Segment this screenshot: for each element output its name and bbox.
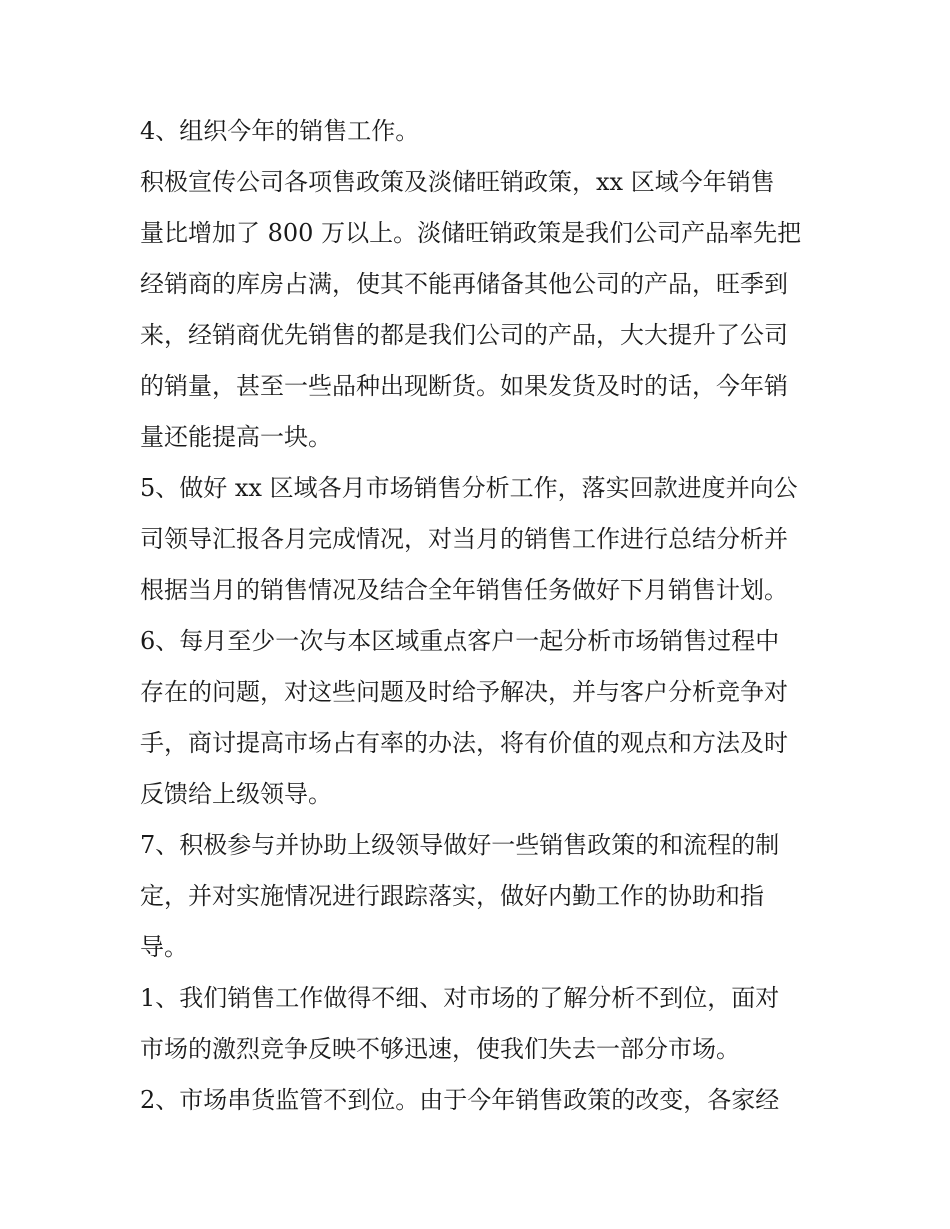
text-line-2: 积极宣传公司各项售政策及淡储旺销政策，xx 区域今年销售 [140,168,775,196]
text-line-19: 市场的激烈竞争反映不够迅速，使我们失去一部分市场。 [140,1035,740,1063]
text-line-17: 导。 [140,933,188,961]
text-line-7: 量还能提高一块。 [140,423,332,451]
text-line-4: 经销商的库房占满，使其不能再储备其他公司的产品，旺季到 [140,270,788,298]
text-line-10: 根据当月的销售情况及结合全年销售任务做好下月销售计划。 [140,576,788,604]
text-line-8: 5、做好 xx 区域各月市场销售分析工作，落实回款进度并向公 [140,474,798,502]
text-line-14: 反馈给上级领导。 [140,780,332,808]
text-line-18: 1、我们销售工作做得不细、对市场的了解分析不到位，面对 [140,984,780,1012]
text-line-13: 手，商讨提高市场占有率的办法，将有价值的观点和方法及时 [140,729,788,757]
text-line-6: 的销量，甚至一些品种出现断货。如果发货及时的话，今年销 [140,372,788,400]
text-line-9: 司领导汇报各月完成情况，对当月的销售工作进行总结分析并 [140,525,788,553]
text-line-20: 2、市场串货监管不到位。由于今年销售政策的改变，各家经 [140,1086,780,1114]
text-line-1: 4、组织今年的销售工作。 [140,117,420,145]
text-line-12: 存在的问题，对这些问题及时给予解决，并与客户分析竞争对 [140,678,788,706]
document-body [140,106,815,1126]
text-line-5: 来，经销商优先销售的都是我们公司的产品，大大提升了公司 [140,321,788,349]
text-line-11: 6、每月至少一次与本区域重点客户一起分析市场销售过程中 [140,627,780,655]
text-line-16: 定，并对实施情况进行跟踪落实，做好内勤工作的协助和指 [140,882,764,910]
text-line-3: 量比增加了 800 万以上。淡储旺销政策是我们公司产品率先把 [140,219,802,247]
text-line-15: 7、积极参与并协助上级领导做好一些销售政策的和流程的制 [140,831,780,859]
